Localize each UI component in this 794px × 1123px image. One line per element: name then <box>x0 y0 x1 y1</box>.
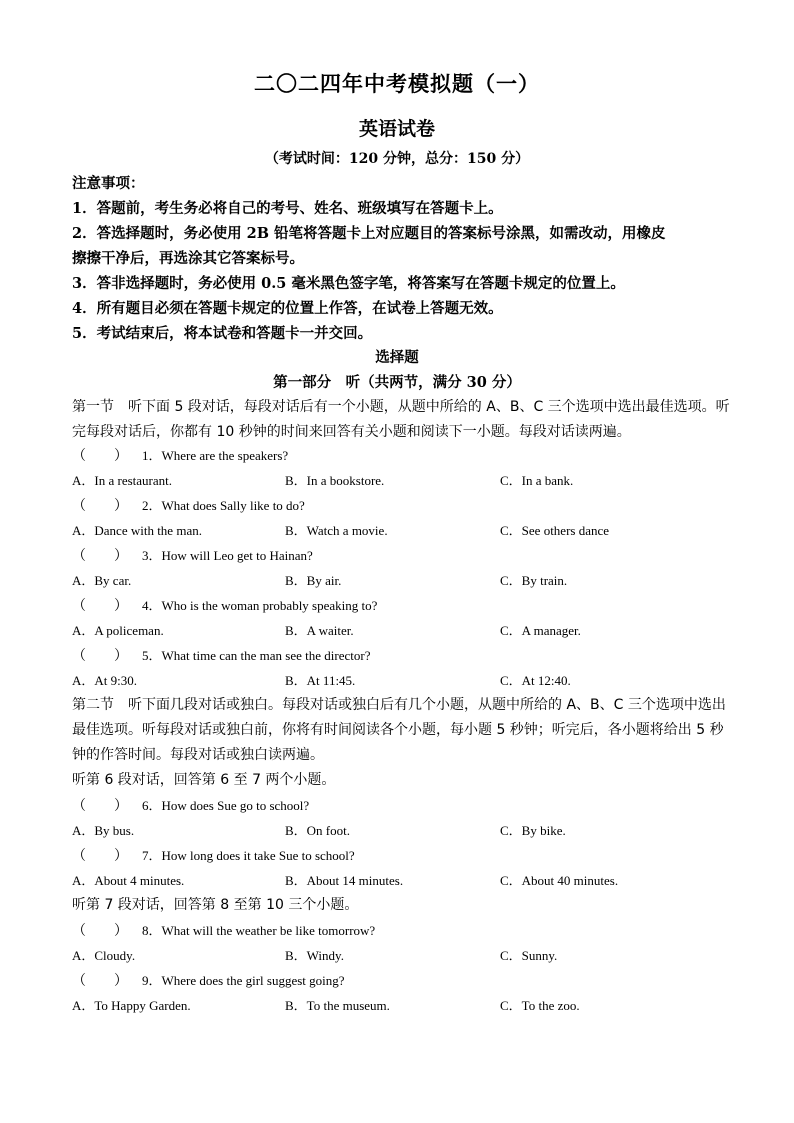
option-b: B．In a bookstore. <box>285 473 385 488</box>
option-c: C．A manager. <box>500 623 581 638</box>
answer-blank[interactable]: （ ） <box>72 548 128 564</box>
question-text: 6．How does Sue go to school? <box>142 798 310 813</box>
option-a: A．By bus. <box>72 823 135 838</box>
exam-info: （考试时间：120 分钟，总分：150 分） <box>264 151 530 167</box>
section2-line: 第二节 听下面几段对话或独白。每段对话或独白后有几个小题，从题中所给的 A、B、C 三个选项中选出 <box>72 697 726 713</box>
answer-blank[interactable]: （ ） <box>72 598 128 614</box>
options-6 <box>72 818 732 843</box>
option-c: C．See others dance <box>500 523 610 538</box>
option-a: A．Cloudy. <box>72 948 136 963</box>
dialogue-6-instruction: 听第 6 段对话，回答第 6 至 7 两个小题。 <box>72 772 336 788</box>
question-8 <box>72 918 732 943</box>
option-a: A．Dance with the man. <box>72 523 202 538</box>
option-b: B．A waiter. <box>285 623 354 638</box>
options-3 <box>72 568 732 593</box>
question-9 <box>72 968 732 993</box>
option-b: B．On foot. <box>285 823 351 838</box>
option-b: B．Windy. <box>285 948 344 963</box>
option-b: B．Watch a movie. <box>285 523 388 538</box>
part-label: 选择题 <box>375 349 419 366</box>
answer-blank[interactable]: （ ） <box>72 923 128 939</box>
dialogue-7-instruction: 听第 7 段对话，回答第 8 至第 10 三个小题。 <box>72 897 359 913</box>
section2-line: 钟的作答时间。每段对话或独白读两遍。 <box>72 747 324 763</box>
question-1 <box>72 443 732 468</box>
option-b: B．About 14 minutes. <box>285 873 404 888</box>
note-item: 5．考试结束后，将本试卷和答题卡一并交回。 <box>72 325 373 342</box>
question-text: 9．Where does the girl suggest going? <box>142 973 345 988</box>
part-title: 第一部分 听（共两节，满分 30 分） <box>273 374 521 391</box>
answer-blank[interactable]: （ ） <box>72 648 128 664</box>
option-c: C．About 40 minutes. <box>500 873 619 888</box>
option-a: A．By car. <box>72 573 132 588</box>
option-b: B．To the museum. <box>285 998 390 1013</box>
note-item: 2．答选择题时，务必使用 2B 铅笔将答题卡上对应题目的答案标号涂黑，如需改动，用橡皮 <box>72 225 666 242</box>
options-7 <box>72 868 732 893</box>
answer-blank[interactable]: （ ） <box>72 848 128 864</box>
notes-block <box>72 171 732 346</box>
option-a: A．About 4 minutes. <box>72 873 185 888</box>
question-7 <box>72 843 732 868</box>
question-text: 5．What time can the man see the director? <box>142 648 371 663</box>
section1-line: 第一节 听下面 5 段对话，每段对话后有一个小题，从题中所给的 A、B、C 三个选项中选出最佳选项。听 <box>72 399 730 415</box>
options-5 <box>72 668 732 693</box>
question-text: 3．How will Leo get to Hainan? <box>142 548 313 563</box>
option-a: A．To Happy Garden. <box>72 998 191 1013</box>
option-b: B．At 11:45. <box>285 673 356 688</box>
answer-blank[interactable]: （ ） <box>72 498 128 514</box>
section2-instructions <box>72 693 726 793</box>
dialogue-7-instruction-block <box>72 893 726 918</box>
option-c: C．Sunny. <box>500 948 558 963</box>
question-text: 4．Who is the woman probably speaking to? <box>142 598 378 613</box>
answer-blank[interactable]: （ ） <box>72 448 128 464</box>
option-c: C．By bike. <box>500 823 566 838</box>
question-text: 2．What does Sally like to do? <box>142 498 305 513</box>
question-6 <box>72 793 732 818</box>
option-c: C．To the zoo. <box>500 998 580 1013</box>
option-c: C．In a bank. <box>500 473 574 488</box>
option-a: A．In a restaurant. <box>72 473 172 488</box>
exam-subject: 英语试卷 <box>358 118 435 140</box>
notes-heading: 注意事项： <box>72 175 145 192</box>
question-3 <box>72 543 732 568</box>
options-1 <box>72 468 732 493</box>
question-2 <box>72 493 732 518</box>
question-5 <box>72 643 732 668</box>
answer-blank[interactable]: （ ） <box>72 798 128 814</box>
note-item: 1．答题前，考生务必将自己的考号、姓名、班级填写在答题卡上。 <box>72 200 503 217</box>
option-b: B．By air. <box>285 573 342 588</box>
option-c: C．By train. <box>500 573 568 588</box>
option-c: C．At 12:40. <box>500 673 571 688</box>
note-item: 3．答非选择题时，务必使用 0.5 毫米黑色签字笔，将答案写在答题卡规定的位置上。 <box>72 275 625 292</box>
options-2 <box>72 518 732 543</box>
note-item: 4．所有题目必须在答题卡规定的位置上作答，在试卷上答题无效。 <box>72 300 503 317</box>
answer-blank[interactable]: （ ） <box>72 973 128 989</box>
option-a: A．At 9:30. <box>72 673 138 688</box>
options-4 <box>72 618 732 643</box>
section2-line: 最佳选项。听每段对话或独白前，你将有时间阅读各个小题，每小题 5 秒钟；听完后，各小题将给出 5 秒 <box>72 722 724 738</box>
question-4 <box>72 593 732 618</box>
question-text: 7．How long does it take Sue to school? <box>142 848 355 863</box>
options-8 <box>72 943 732 968</box>
section1-line: 完每段对话后，你都有 10 秒钟的时间来回答有关小题和阅读下一小题。每段对话读两遍。 <box>72 424 631 440</box>
note-item: 擦擦干净后，再选涂其它答案标号。 <box>72 250 304 267</box>
exam-title: 二〇二四年中考模拟题（一） <box>254 71 540 96</box>
option-a: A．A policeman. <box>72 623 164 638</box>
section1-instructions <box>72 395 730 445</box>
options-9 <box>72 993 732 1018</box>
question-text: 8．What will the weather be like tomorrow? <box>142 923 376 938</box>
question-text: 1．Where are the speakers? <box>142 448 289 463</box>
